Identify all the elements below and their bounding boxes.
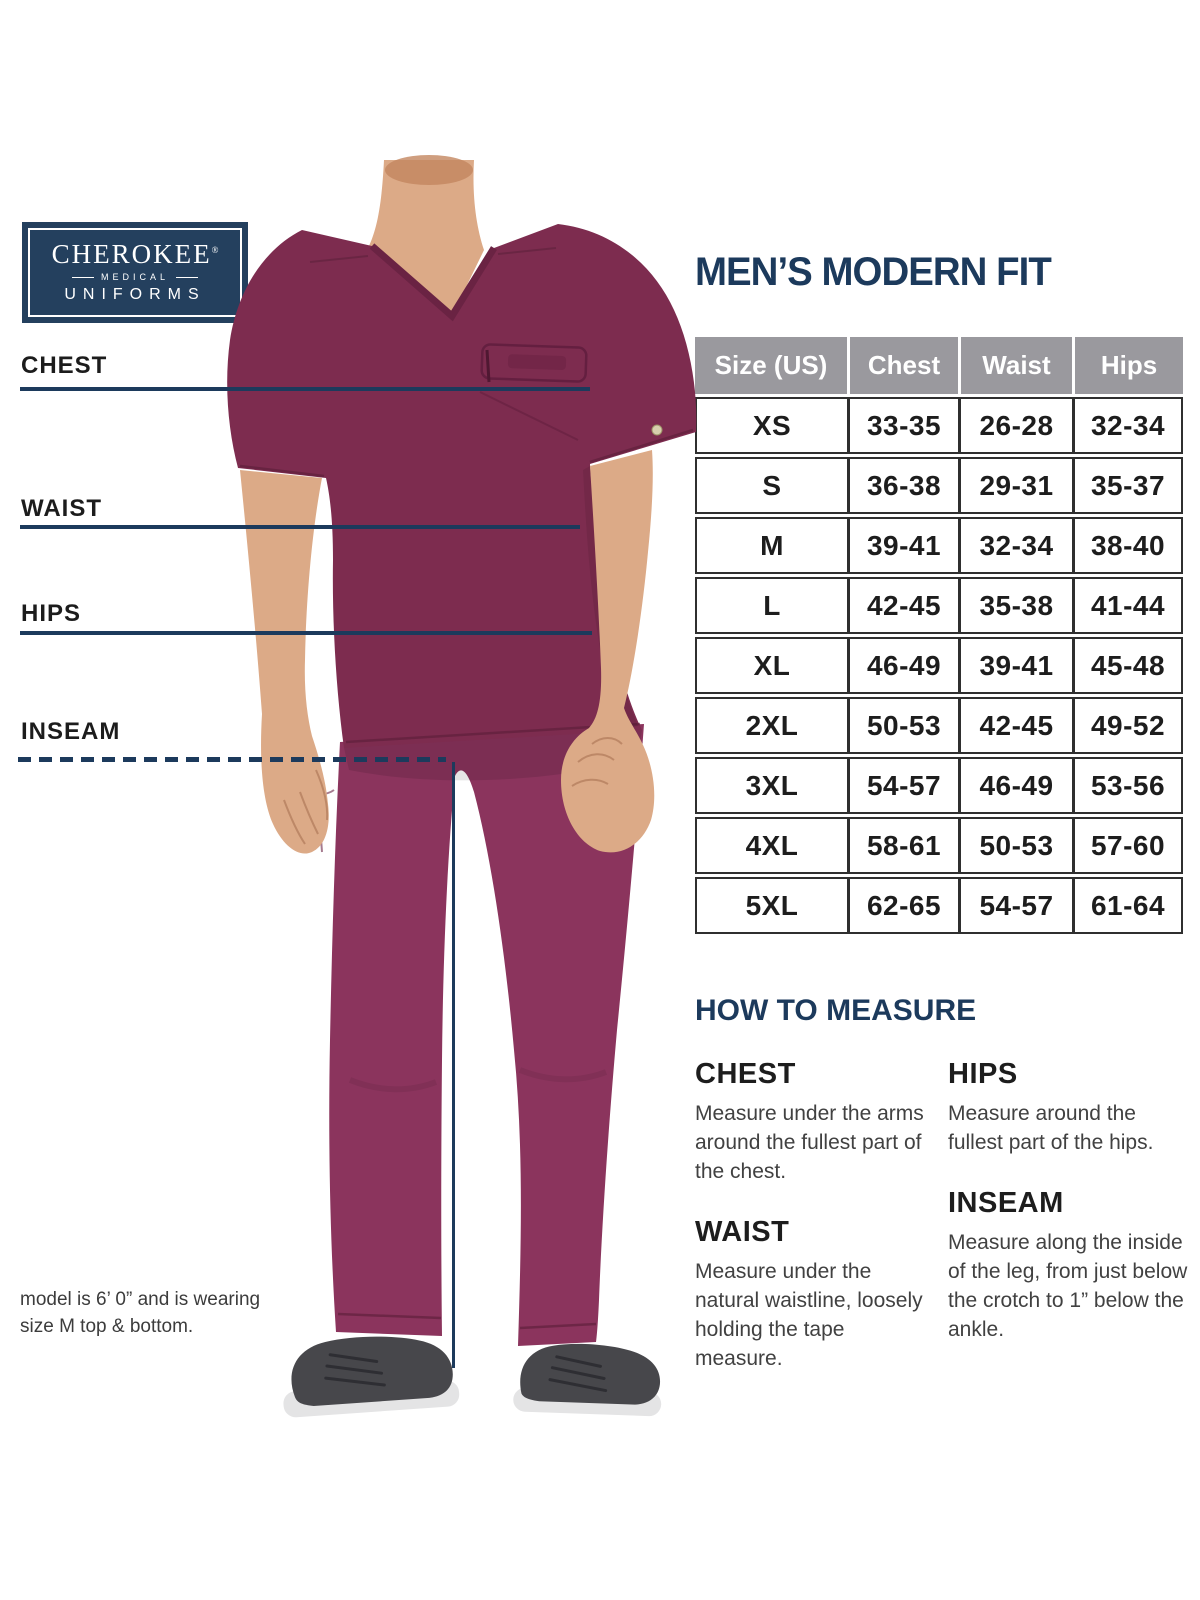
snap-button bbox=[652, 425, 662, 435]
waist-cell: 32-34 bbox=[958, 517, 1072, 574]
inseam-vertical-line bbox=[452, 762, 455, 1368]
pocket-zipper bbox=[487, 350, 489, 382]
waist-cell: 50-53 bbox=[958, 817, 1072, 874]
instruction-text: Measure around the fullest part of the hips. bbox=[948, 1102, 1154, 1154]
brand-subtitle: UNIFORMS bbox=[64, 286, 206, 303]
size-cell: L bbox=[695, 577, 847, 634]
chest-cell: 36-38 bbox=[847, 457, 958, 514]
waist-cell: 42-45 bbox=[958, 697, 1072, 754]
size-cell: 3XL bbox=[695, 757, 847, 814]
brand-tagline: MEDICAL bbox=[100, 272, 169, 282]
chin-shadow bbox=[385, 155, 473, 185]
chest-cell: 58-61 bbox=[847, 817, 958, 874]
inseam-measure-line bbox=[18, 757, 446, 762]
chest-cell: 46-49 bbox=[847, 637, 958, 694]
chest-cell: 33-35 bbox=[847, 397, 958, 454]
hips-cell: 41-44 bbox=[1072, 577, 1183, 634]
right-shoe bbox=[513, 1342, 663, 1417]
hips-cell: 61-64 bbox=[1072, 877, 1183, 934]
chest-cell: 50-53 bbox=[847, 697, 958, 754]
pocket-logo bbox=[508, 354, 566, 370]
chest-cell: 42-45 bbox=[847, 577, 958, 634]
size-cell: 5XL bbox=[695, 877, 847, 934]
waist-cell: 29-31 bbox=[958, 457, 1072, 514]
hips-cell: 49-52 bbox=[1072, 697, 1183, 754]
chest-measure-line bbox=[20, 387, 590, 391]
left-shoe bbox=[279, 1330, 460, 1418]
instruction-text: Measure under the natural waistline, loosely holding the tape measure. bbox=[695, 1260, 923, 1370]
chest-label: CHEST bbox=[21, 352, 108, 379]
size-cell: XS bbox=[695, 397, 847, 454]
hips-measure-line bbox=[20, 631, 592, 635]
page-title: MEN’S MODERN FIT bbox=[695, 250, 1051, 294]
size-cell: M bbox=[695, 517, 847, 574]
waist-cell: 54-57 bbox=[958, 877, 1072, 934]
instruction-heading: INSEAM bbox=[948, 1187, 1064, 1219]
hips-cell: 57-60 bbox=[1072, 817, 1183, 874]
waist-cell: 35-38 bbox=[958, 577, 1072, 634]
hips-cell: 38-40 bbox=[1072, 517, 1183, 574]
how-to-measure-title: HOW TO MEASURE bbox=[695, 994, 977, 1027]
hips-cell: 45-48 bbox=[1072, 637, 1183, 694]
instruction-heading: WAIST bbox=[695, 1216, 790, 1248]
instruction-heading: HIPS bbox=[948, 1058, 1018, 1090]
brand-name: CHEROKEE® bbox=[51, 239, 219, 269]
size-cell: 2XL bbox=[695, 697, 847, 754]
instruction-text: Measure along the inside of the leg, from just below the crotch to 1” below the ankle. bbox=[948, 1231, 1188, 1341]
waist-measure-line bbox=[20, 525, 580, 529]
header-waist: Waist bbox=[958, 337, 1072, 394]
size-cell: XL bbox=[695, 637, 847, 694]
size-cell: S bbox=[695, 457, 847, 514]
chest-cell: 39-41 bbox=[847, 517, 958, 574]
chest-cell: 54-57 bbox=[847, 757, 958, 814]
header-chest: Chest bbox=[847, 337, 958, 394]
header-size: Size (US) bbox=[695, 337, 847, 394]
model-figure bbox=[227, 155, 696, 1418]
hips-cell: 32-34 bbox=[1072, 397, 1183, 454]
instruction-heading: CHEST bbox=[695, 1058, 796, 1090]
header-hips: Hips bbox=[1072, 337, 1183, 394]
waist-cell: 39-41 bbox=[958, 637, 1072, 694]
waist-cell: 46-49 bbox=[958, 757, 1072, 814]
inseam-label: INSEAM bbox=[21, 718, 121, 745]
hips-cell: 35-37 bbox=[1072, 457, 1183, 514]
model-note: model is 6’ 0” and is wearing size M top & bottom. bbox=[20, 1289, 261, 1337]
instruction-text: Measure under the arms around the fullest part of the chest. bbox=[695, 1102, 924, 1183]
waist-cell: 26-28 bbox=[958, 397, 1072, 454]
registered-mark: ® bbox=[211, 245, 219, 255]
hips-cell: 53-56 bbox=[1072, 757, 1183, 814]
size-cell: 4XL bbox=[695, 817, 847, 874]
hips-label: HIPS bbox=[21, 600, 82, 627]
waist-label: WAIST bbox=[21, 495, 102, 522]
chest-cell: 62-65 bbox=[847, 877, 958, 934]
